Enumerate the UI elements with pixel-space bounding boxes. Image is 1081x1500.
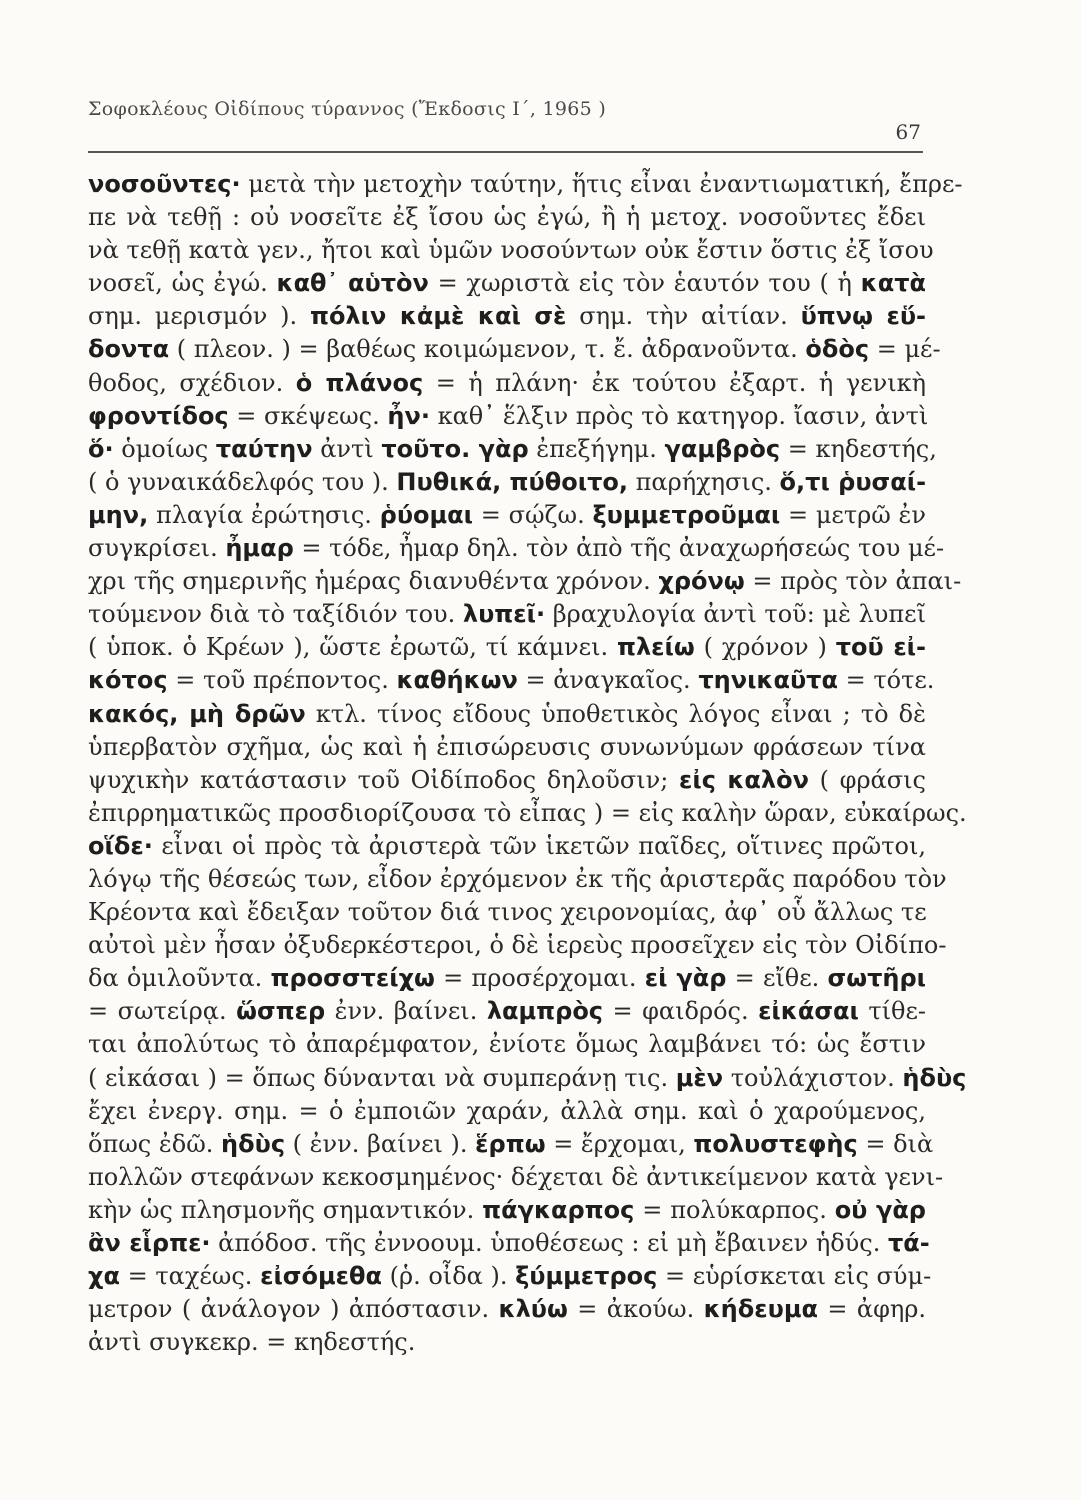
lemma-term: οἵδε· (88, 831, 153, 860)
gloss-text: ἐπιρρηματικῶς προσδιορίζουσα τὸ εἶπας ) = εἰς καλὴν ὥραν, εὐκαίρως. (88, 798, 967, 827)
gloss-text: ( φράσις (808, 765, 926, 794)
text-line (88, 1260, 932, 1293)
gloss-text: ὁμοίως (113, 434, 216, 463)
lemma-term: εἰς καλὸν (679, 765, 809, 794)
gloss-text: = ἀφηρ. (817, 1295, 927, 1324)
gloss-text: βραχυλογία ἀντὶ τοῦ: μὲ λυπεῖ (545, 600, 926, 629)
lemma-term: ξυμμετροῦμαι (592, 500, 781, 529)
gloss-text: νὰ τεθῇ κατὰ γεν., ἤτοι καὶ ὑμῶν νοσούντων οὐκ ἔστιν ὅστις ἐξ ἴσου (88, 236, 934, 265)
gloss-text: = τόδε, ἦμαρ δηλ. τὸν ἀπὸ τῆς ἀναχωρήσεώς του μέ- (293, 534, 945, 563)
lemma-term: τοῦ εἰ- (835, 633, 926, 662)
gloss-text: τίθε- (858, 997, 926, 1026)
gloss-text: ( χρόνον ) (694, 633, 836, 662)
commentary-body (88, 168, 967, 1359)
text-line (88, 267, 926, 300)
header-rule (88, 151, 923, 153)
lemma-term: ἕρπω (475, 1129, 546, 1158)
lemma-term: εἰ γὰρ (644, 964, 727, 993)
text-line (88, 698, 926, 731)
gloss-text: = ἀκούω. (567, 1295, 704, 1324)
lemma-term: δοντα (88, 335, 170, 364)
lemma-term: ἡδὺς (902, 1063, 967, 1092)
gloss-text: = κηδεστής, (780, 434, 937, 463)
gloss-text: = χωριστὰ εἰς τὸν ἑαυτόν του ( ἡ (428, 269, 861, 298)
text-line (88, 532, 945, 565)
text-line (88, 1194, 926, 1227)
lemma-term: λαμπρὸς (486, 997, 604, 1026)
gloss-text: σημ. μερισμόν ). (88, 302, 310, 331)
gloss-text: ἐπεξήγημ. (528, 434, 665, 463)
text-line (88, 1227, 930, 1260)
gloss-text: πε νὰ τεθῇ : οὐ νοσεῖτε ἐξ ἴσου ὡς ἐγώ, ἢ ἡ μετοχ. νοσοῦντες ἔδει (88, 203, 926, 232)
lemma-term: γαμβρὸς (664, 434, 781, 463)
gloss-text: ἀντὶ συγκεκρ. = κηδεστής. (88, 1328, 416, 1357)
text-line (88, 466, 926, 499)
lemma-term: καθήκων (396, 666, 518, 695)
gloss-text: κὴν ὡς πλησμονῆς σημαντικόν. (88, 1195, 483, 1224)
lemma-term: ῥύομαι (379, 500, 474, 529)
lemma-term: καθ᾽ αὑτὸν (276, 269, 429, 298)
gloss-text: λόγῳ τῆς θέσεώς των, εἶδον ἐρχόμενον ἐκ τῆς ἀριστερᾶς παρόδου τὸν (88, 864, 947, 893)
gloss-text: = εἴθε. (726, 964, 828, 993)
gloss-text: = ταχέως. (119, 1262, 261, 1291)
gloss-text: σημ. τὴν αἰτίαν. (566, 302, 801, 331)
gloss-text: εἶναι οἱ πρὸς τὰ ἀριστερὰ τῶν ἱκετῶν παῖδες, οἵτινες πρῶτοι, (152, 831, 926, 860)
lemma-term: σωτῆρι (827, 964, 927, 993)
gloss-text: ὑπερβατὸν σχῆμα, ὡς καὶ ἡ ἐπισώρευσις συνωνύμων φράσεων τίνα (88, 732, 926, 761)
lemma-term: προσστείχω (270, 964, 435, 993)
gloss-text: = ἔρχομαι, (545, 1129, 694, 1158)
lemma-term: πάγκαρπος (482, 1195, 635, 1224)
lemma-term: εἰσόμεθα (260, 1262, 382, 1291)
gloss-text: = μετρῶ ἐν (780, 500, 927, 529)
lemma-term: ὁ πλάνος (295, 368, 424, 397)
lemma-term: κλύω (498, 1295, 568, 1324)
gloss-text: = τοῦ πρέποντος. (167, 666, 397, 695)
lemma-term: ἂν εἷρπε· (88, 1229, 211, 1257)
lemma-term: ὥσπερ (236, 997, 326, 1026)
text-line (88, 797, 967, 830)
text-line (88, 764, 926, 797)
text-line (88, 1161, 944, 1194)
gloss-text: = τότε. (837, 666, 935, 695)
lemma-term: εἰκάσαι (758, 997, 859, 1026)
gloss-text: μετρον ( ἀνάλογον ) ἀπόστασιν. (88, 1295, 499, 1324)
text-line (88, 333, 941, 366)
text-line (88, 1062, 967, 1095)
lemma-term: πλείω (617, 633, 695, 662)
text-line (88, 830, 926, 863)
gloss-text: = πολύκαρπος. (634, 1195, 835, 1224)
gloss-text: = σκέψεως. (228, 401, 388, 430)
gloss-text: ὅπως ἐδῶ. (88, 1129, 222, 1158)
gloss-text: = φαιδρός. (603, 997, 759, 1026)
gloss-text: ἀντὶ (312, 434, 382, 463)
gloss-text: ( ὁ γυναικάδελφός του ). (88, 467, 397, 496)
text-line (88, 631, 926, 664)
gloss-text: ται ἀπολύτως τὸ ἀπαρέμφατον, ἐνίοτε ὅμως λαμβάνει τό: ὡς ἔστιν (88, 1030, 926, 1059)
text-line (88, 367, 926, 400)
gloss-text: παρήχησις. (628, 467, 780, 496)
page-number: 67 (895, 120, 921, 144)
lemma-term: τοῦτο. γὰρ (381, 434, 529, 463)
text-line (88, 1028, 926, 1061)
text-line (88, 433, 937, 466)
gloss-text: ( ὑποκ. ὁ Κρέων ), ὥστε ἐρωτῶ, τί κάμνει. (88, 633, 617, 662)
gloss-text: ( εἰκάσαι ) = ὅπως δύνανται νὰ συμπεράνῃ τις. (88, 1063, 676, 1092)
lemma-term: οὐ γὰρ (834, 1195, 926, 1224)
lemma-term: Πυθικά, πύθοιτο, (396, 467, 628, 496)
text-line (88, 234, 934, 267)
gloss-text: = προσέρχομαι. (434, 964, 645, 993)
lemma-term: μὲν (675, 1063, 724, 1092)
gloss-text: (ῥ. οἶδα ). (381, 1262, 516, 1291)
gloss-text: κτλ. τίνος εἴδους ὑποθετικὸς λόγος εἶναι ; τὸ δὲ (305, 699, 926, 728)
lemma-term: ὅ,τι ῥυσαί- (779, 467, 927, 496)
text-line (88, 664, 935, 697)
gloss-text: πολλῶν στεφάνων κεκοσμημένος· δέχεται δὲ ἀντικείμενον κατὰ γενι- (88, 1162, 944, 1191)
lemma-term: ἡδὺς (221, 1129, 286, 1158)
text-line (88, 565, 962, 598)
text-line (88, 962, 926, 995)
text-line (88, 300, 926, 333)
lemma-term: κακός, μὴ δρῶν (88, 699, 306, 728)
gloss-text: ( ἐνν. βαίνει ). (285, 1129, 476, 1158)
text-line (88, 896, 926, 929)
text-line (88, 201, 926, 234)
gloss-text: συγκρίσει. (88, 534, 226, 563)
lemma-term: τά- (887, 1229, 930, 1257)
gloss-text: ἀπόδοσ. τῆς ἐννοουμ. ὑποθέσεως : εἰ μὴ ἔβαινεν ἡδύς. (210, 1229, 888, 1257)
lemma-term: ὕπνῳ εὕ- (800, 302, 927, 331)
lemma-term: χα (88, 1262, 120, 1291)
gloss-text: = ἀναγκαῖος. (517, 666, 699, 695)
lemma-term: χρόνῳ (658, 567, 745, 596)
lemma-term: τηνικαῦτα (698, 666, 838, 695)
text-line (88, 168, 963, 201)
text-line (88, 400, 929, 433)
lemma-term: κατὰ (860, 269, 927, 298)
lemma-term: λυπεῖ· (462, 600, 546, 629)
text-line (88, 731, 926, 764)
gloss-text: τοὐλάχιστον. (723, 1063, 903, 1092)
gloss-text: ἔχει ἐνεργ. σημ. = ὁ ἐμποιῶν χαράν, ἀλλὰ σημ. καὶ ὁ χαρούμενος, (88, 1096, 926, 1125)
gloss-text: μετὰ τὴν μετοχὴν ταύτην, ἥτις εἶναι ἐναντιωματική, ἔπρε- (240, 170, 963, 198)
lemma-term: φροντίδος (88, 401, 229, 430)
gloss-text: δα ὁμιλοῦντα. (88, 964, 271, 993)
lemma-term: ἦν· (387, 401, 430, 430)
gloss-text: αὐτοὶ μὲν ἦσαν ὀξυδερκέστεροι, ὁ δὲ ἱερεὺς προσεῖχεν εἰς τὸν Οἰδίπο- (88, 931, 947, 960)
text-line (88, 929, 947, 962)
gloss-text: καθ᾽ ἕλξιν πρὸς τὸ κατηγορ. ἴασιν, ἀντὶ (429, 401, 929, 430)
gloss-text: = εὑρίσκεται εἰς σύμ- (657, 1262, 932, 1291)
text-line (88, 1095, 926, 1128)
gloss-text: χρι τῆς σημερινῆς ἡμέρας διανυθέντα χρόνον. (88, 567, 659, 596)
gloss-text: = σῴζω. (473, 500, 593, 529)
gloss-text: = διὰ (857, 1129, 934, 1158)
lemma-term: πόλιν κἀμὲ καὶ σὲ (309, 302, 567, 331)
running-title: Σοφοκλέους Οἰδίπους τύραννος (Ἔκδοσις Ι΄, 1965 ) (88, 98, 607, 120)
gloss-text: Κρέοντα καὶ ἔδειξαν τοῦτον διά τινος χειρονομίας, ἀφ᾽ οὗ ἄλλως τε (88, 898, 927, 927)
text-line (88, 995, 926, 1028)
text-line (88, 1326, 926, 1359)
lemma-term: κότος (88, 666, 168, 695)
gloss-text: = μέ- (869, 335, 941, 364)
lemma-term: κήδευμα (703, 1295, 818, 1324)
gloss-text: = σωτείρᾳ. (88, 997, 237, 1026)
gloss-text: = ἡ πλάνη· ἐκ τούτου ἐξαρτ. ἡ γενικὴ (423, 368, 926, 397)
lemma-term: ξύμμετρος (515, 1262, 658, 1291)
text-line (88, 598, 926, 631)
lemma-term: ὁδὸς (805, 335, 870, 364)
gloss-text: θοδος, σχέδιον. (88, 368, 296, 397)
gloss-text: ( πλεον. ) = βαθέως κοιμώμενον, τ. ἔ. ἀδρανοῦντα. (169, 335, 806, 364)
gloss-text: ψυχικὴν κατάστασιν τοῦ Οἰδίποδος δηλοῦσιν; (88, 765, 680, 794)
lemma-term: πολυστεφὴς (693, 1129, 858, 1158)
text-line (88, 499, 926, 532)
text-line (88, 1128, 934, 1161)
gloss-text: ἐνν. βαίνει. (325, 997, 487, 1026)
text-line (88, 863, 947, 896)
gloss-text: τούμενον διὰ τὸ ταξίδιόν του. (88, 600, 463, 629)
lemma-term: μην, (88, 500, 149, 529)
lemma-term: νοσοῦντες· (88, 170, 241, 198)
gloss-text: = πρὸς τὸν ἀπαι- (744, 567, 962, 596)
lemma-term: ταύτην (215, 434, 313, 463)
text-line (88, 1293, 926, 1326)
gloss-text: νοσεῖ, ὡς ἐγώ. (88, 269, 277, 298)
gloss-text: πλαγία ἐρώτησις. (148, 500, 380, 529)
lemma-term: ὅ· (88, 434, 114, 463)
lemma-term: ἦμαρ (225, 534, 294, 563)
